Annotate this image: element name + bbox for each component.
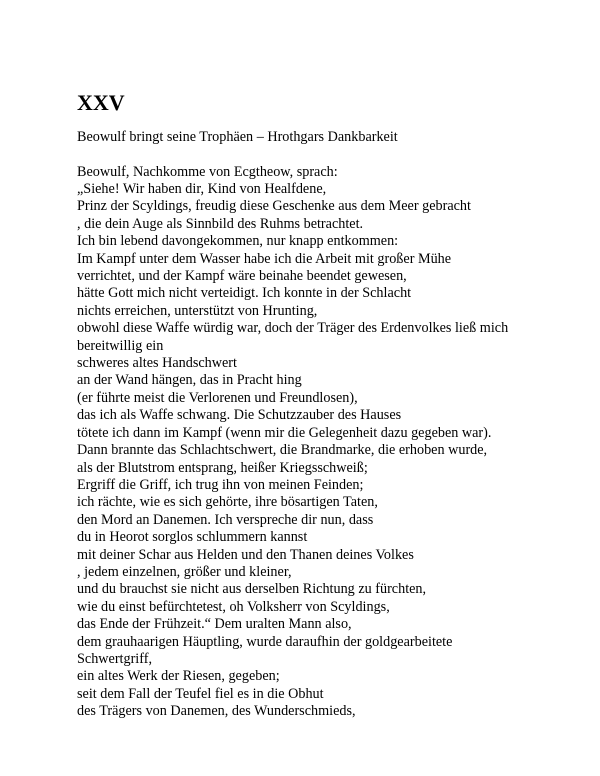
- verse-line: das ich als Waffe schwang. Die Schutzzauber des Hauses: [77, 407, 402, 424]
- chapter-subtitle: Beowulf bringt seine Trophäen – Hrothgars Dankbarkeit: [77, 129, 398, 145]
- verse-line: an der Wand hängen, das in Pracht hing: [77, 372, 302, 389]
- verse-line: Dann brannte das Schlachtschwert, die Brandmarke, die erhoben wurde,: [77, 442, 488, 459]
- chapter-title: XXV: [77, 90, 125, 115]
- verse-line: , die dein Auge als Sinnbild des Ruhms betrachtet.: [77, 215, 364, 232]
- verse-line: nichts erreichen, unterstützt von Hrunting,: [77, 302, 318, 319]
- verse-line: den Mord an Danemen. Ich verspreche dir nun, dass: [77, 511, 374, 528]
- verse-line: „Siehe! Wir haben dir, Kind von Healfdene,: [77, 181, 327, 197]
- verse-line: Schwertgriff,: [77, 650, 152, 667]
- document-page: [77, 90, 577, 721]
- verse-line: Beowulf, Nachkomme von Ecgtheow, sprach:: [77, 163, 338, 180]
- verse-line: verrichtet, und der Kampf wäre beinahe beendet gewesen,: [77, 268, 407, 285]
- verse-line: das Ende der Frühzeit.“ Dem uralten Mann also,: [77, 616, 352, 633]
- verse-line: , jedem einzelnen, größer und kleiner,: [77, 563, 292, 580]
- verse-line: seit dem Fall der Teufel fiel es in die Obhut: [77, 685, 324, 702]
- verse-line: (er führte meist die Verlorenen und Freundlosen),: [77, 389, 358, 406]
- verse-line: bereitwillig ein: [77, 337, 164, 354]
- verse-line: und du brauchst sie nicht aus derselben Richtung zu fürchten,: [77, 581, 427, 598]
- verse-line: dem grauhaarigen Häuptling, wurde daraufhin der goldgearbeitete: [77, 633, 453, 650]
- verse-line: wie du einst befürchtetest, oh Volksherr von Scyldings,: [77, 598, 390, 615]
- verse-line: als der Blutstrom entsprang, heißer Kriegsschweiß;: [77, 459, 368, 476]
- verse-line: schweres altes Handschwert: [77, 355, 237, 372]
- verse-line: hätte Gott mich nicht verteidigt. Ich konnte in der Schlacht: [77, 285, 412, 302]
- verse-line: Im Kampf unter dem Wasser habe ich die Arbeit mit großer Mühe: [77, 250, 452, 267]
- verse-line: ein altes Werk der Riesen, gegeben;: [77, 668, 280, 685]
- verse-line: mit deiner Schar aus Helden und den Thanen deines Volkes: [77, 546, 414, 563]
- verse-body: [77, 164, 577, 721]
- verse-line: Ergriff die Griff, ich trug ihn von meinen Feinden;: [77, 476, 364, 493]
- verse-line: ich rächte, wie es sich gehörte, ihre bösartigen Taten,: [77, 494, 378, 511]
- verse-line: Prinz der Scyldings, freudig diese Geschenke aus dem Meer gebracht: [77, 198, 471, 215]
- verse-line: tötete ich dann im Kampf (wenn mir die Gelegenheit dazu gegeben war).: [77, 424, 492, 441]
- verse-line: obwohl diese Waffe würdig war, doch der Träger des Erdenvolkes ließ mich: [77, 320, 509, 337]
- verse-line: des Trägers von Danemen, des Wunderschmieds,: [77, 703, 356, 720]
- verse-line: Ich bin lebend davongekommen, nur knapp entkommen:: [77, 233, 399, 250]
- verse-line: du in Heorot sorglos schlummern kannst: [77, 529, 308, 546]
